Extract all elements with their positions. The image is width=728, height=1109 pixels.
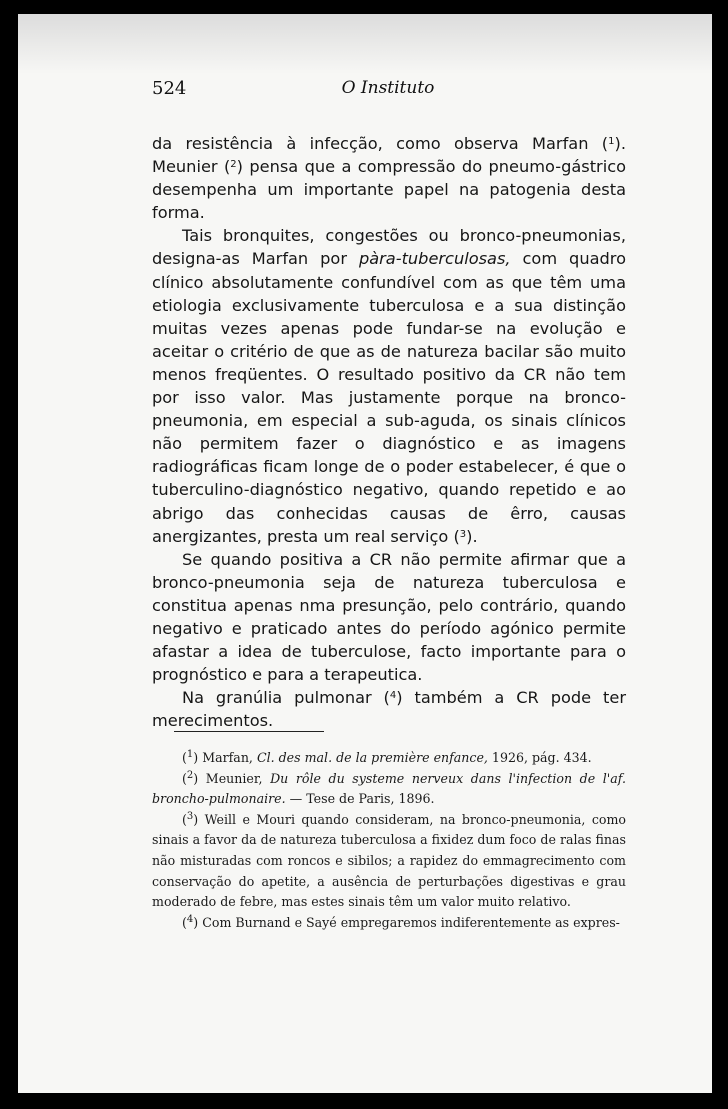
- emphasis-para-tuberculosas: pàra-tuberculosas,: [358, 249, 511, 269]
- footnote-1: ($^1$) Marfan, Cl. des mal. de la première enfance, 1926, pág. 434.: [182, 749, 592, 765]
- footnote-2: ($^2$) Meunier, Du rôle du systeme nerveux dans l'infection de l'af. broncho-pulmonaire. — Tese de Paris, 1896.: [152, 769, 626, 807]
- book-page: [18, 14, 712, 1093]
- page-number: 524: [152, 78, 187, 99]
- paragraph-1: da resistência à infecção, como observa Marfan ($^1$). Meunier ($^2$) pensa que a compressão do pneumo-gástrico desempenha um importante papel na patogenia desta forma.: [152, 134, 626, 223]
- page-header: [152, 78, 624, 104]
- paragraph-3: Se quando positiva a CR não permite afirmar que a bronco-pneumonia seja de natureza tuberculosa e constitua apenas nma presunção, pelo contrário, quando negativo e praticado antes do período agónico permite afastar a idea de tuberculose, facto importante para o prognóstico e para a terapeutica.: [152, 549, 626, 685]
- paragraph-2: Tais bronquites, congestões ou bronco-pneumonias, designa-as Marfan por pàra-tuberculosas, com quadro clínico absolutamente confundível com as que têm uma etiologia exclusivamente tuberculosa e a sua distinção muitas vezes apenas pode fundar-se na evolução e aceitar o critério de que as de natureza bacilar são muito menos freqüentes. O resultado positivo da CR não tem por isso valor. Mas justamente porque na bronco-pneumonia, em especial a sub-aguda, os sinais clínicos não permitem fazer o diagnóstico e as imagens radiográficas ficam longe de o poder estabelecer, é que o tuberculino-diagnóstico negativo, quando repetido e ao abrigo das conhecidas causas de êrro, causas anergizantes, presta um real serviço ($^3$).: [152, 226, 626, 546]
- footnote-4: ($^4$) Com Burnand e Sayé empregaremos indiferentemente as expres-: [182, 913, 620, 930]
- running-title: O Instituto: [341, 78, 435, 98]
- footnote-ref-2[interactable]: 2: [230, 159, 237, 171]
- footnote-ref-4[interactable]: 4: [389, 690, 397, 702]
- body-text: [152, 132, 626, 732]
- footnote-3: ($^3$) Weill e Mouri quando consideram, na bronco-pneumonia, como sinais a favor da de natureza tuberculosa a fixidez dum foco de ralas finas não misturadas com roncos e sibilos; a rapidez do emmagrecimento com conservação do apetite, a ausência de perturbações digestivas e grau moderado de febre, mas estes sinais têm um valor muito relativo.: [152, 810, 626, 910]
- footnote-ref-3[interactable]: 3: [459, 528, 467, 540]
- footnotes: [152, 748, 626, 933]
- footnote-ref-1[interactable]: 1: [608, 136, 615, 147]
- paragraph-4: Na granúlia pulmonar ($^4$) também a CR pode ter merecimentos.: [152, 688, 626, 731]
- footnote-divider: [174, 731, 324, 732]
